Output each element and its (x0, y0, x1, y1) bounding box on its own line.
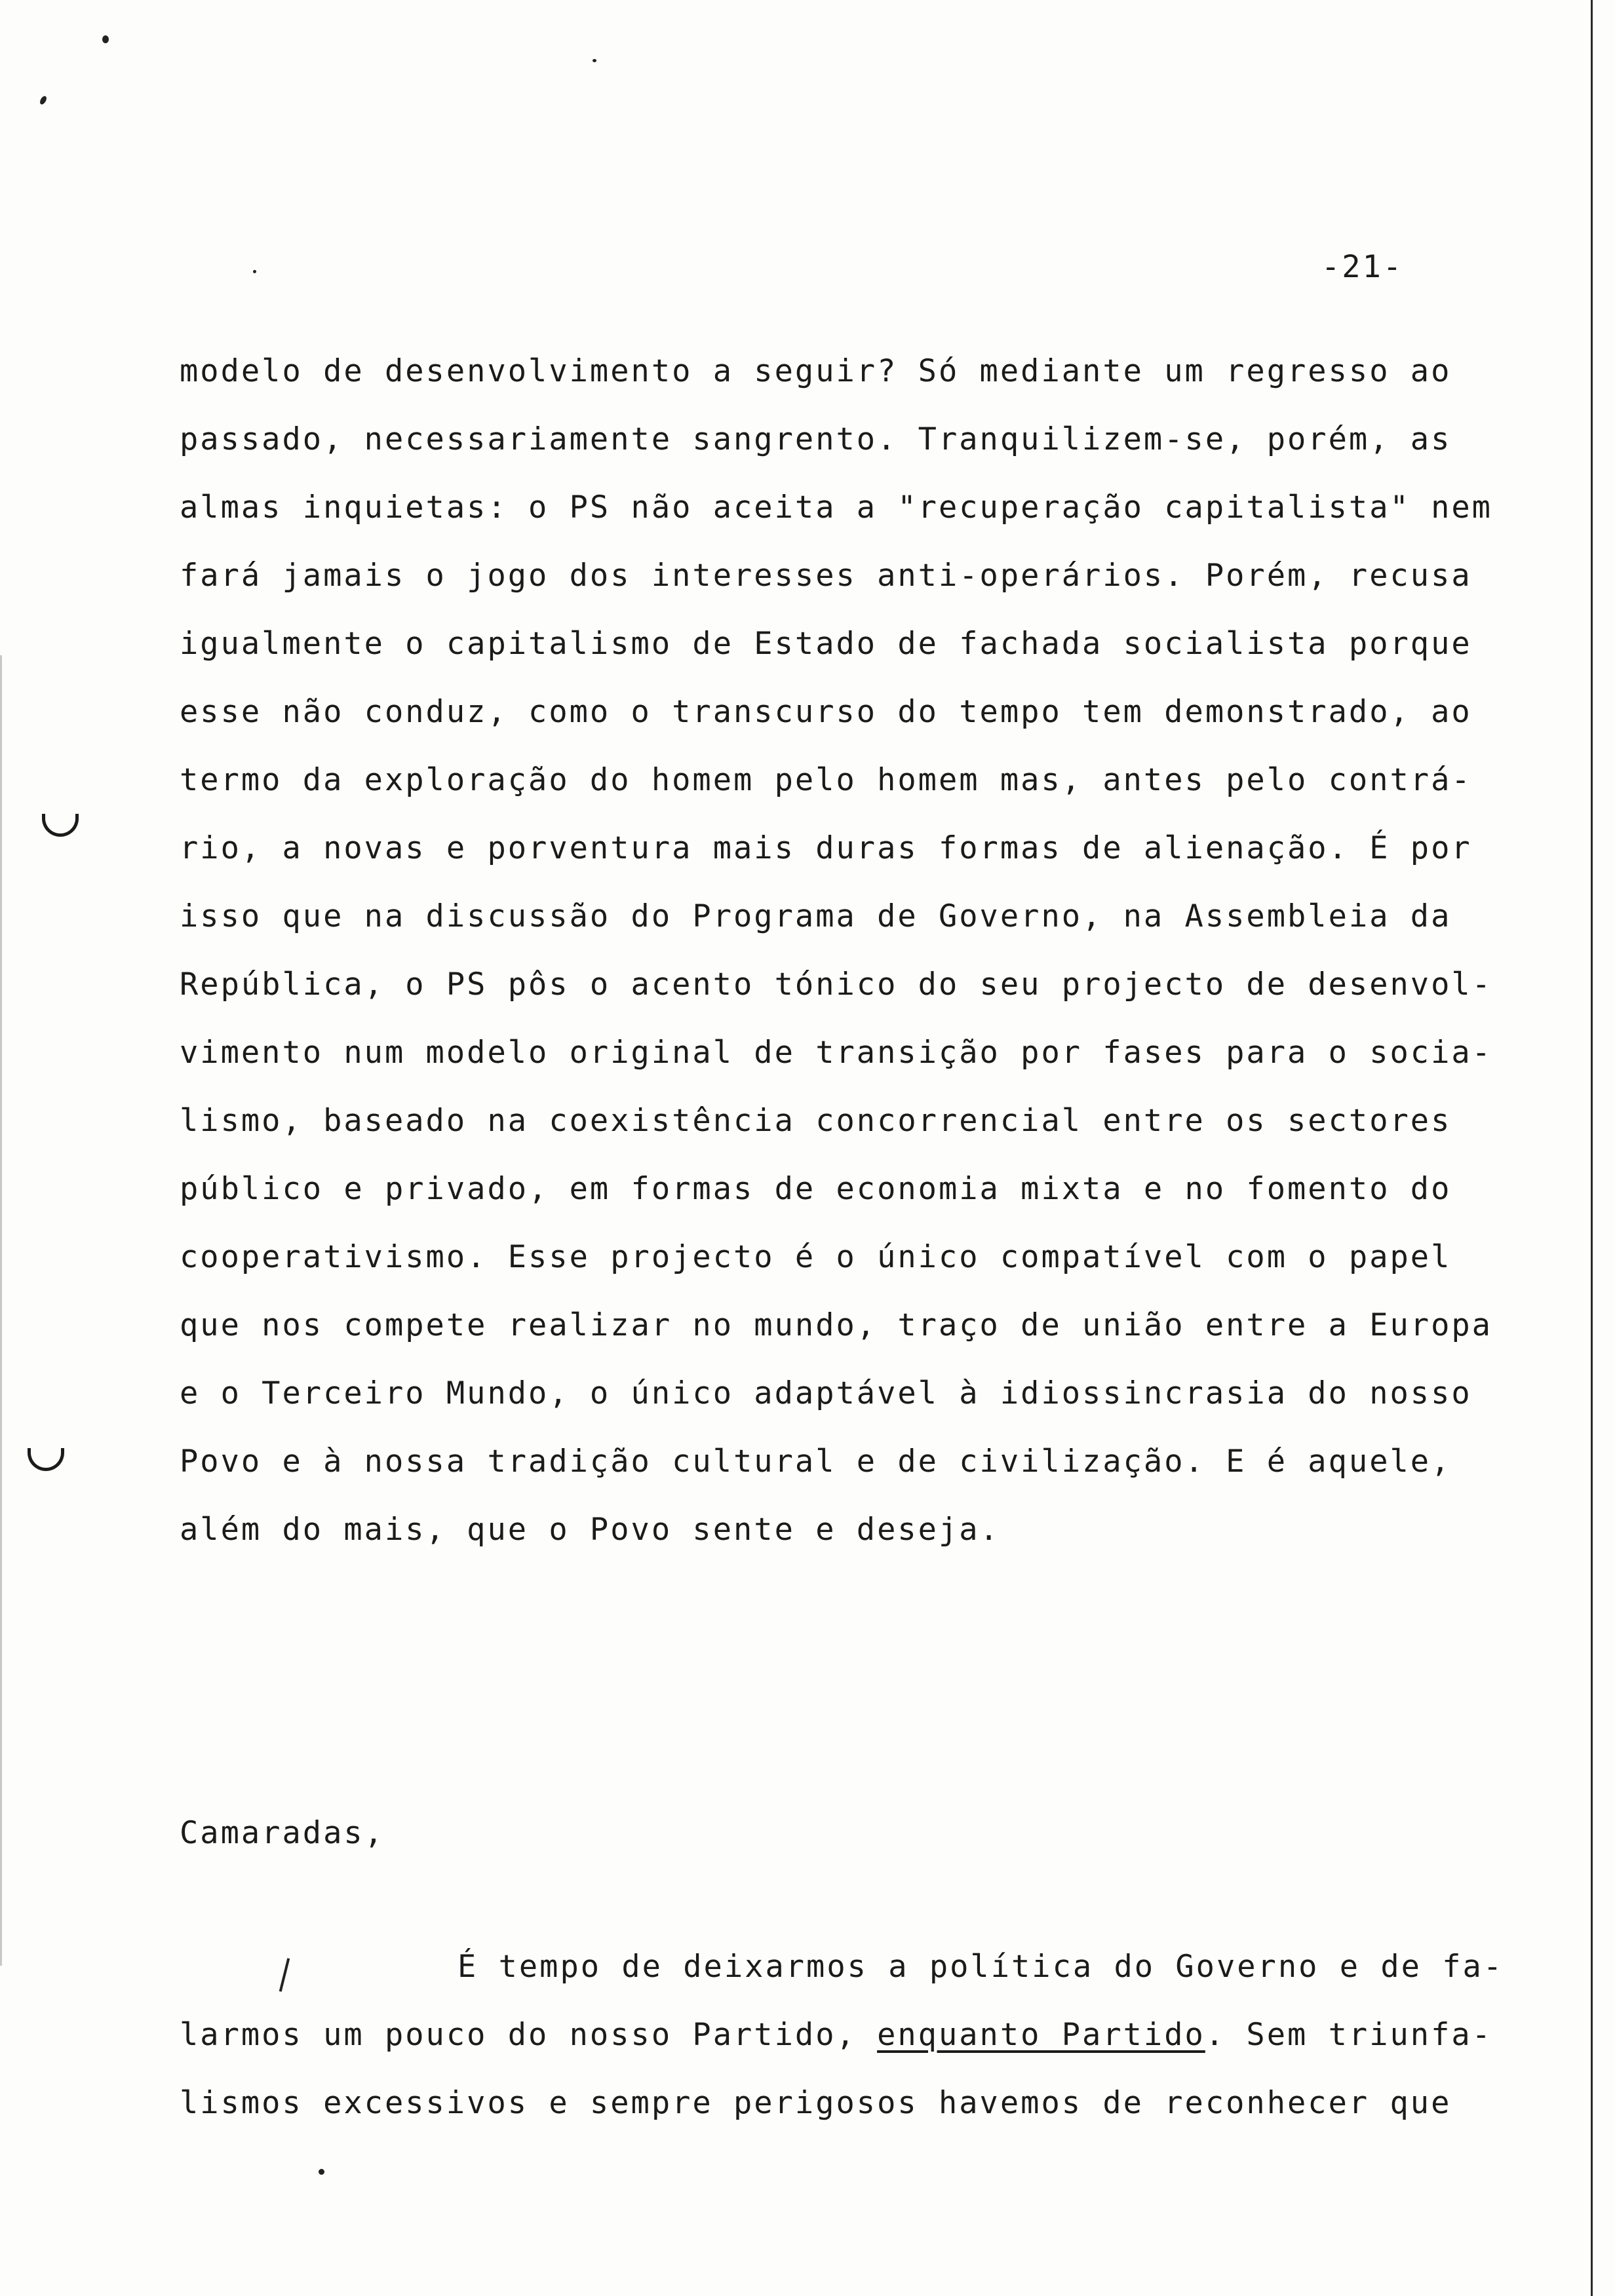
underlined-phrase: enquanto Partido (877, 2017, 1205, 2053)
speck-mark (319, 2169, 324, 2175)
speck-mark (39, 95, 48, 105)
text-line: lismo, baseado na coexistência concorrencial entre os sectores (180, 1103, 1452, 1139)
text-line: vimento num modelo original de transição por fases para o socia- (180, 1035, 1492, 1071)
page-number: -21- (1321, 249, 1404, 285)
text-line (180, 2001, 1490, 2069)
text-line: rio, a novas e porventura mais duras formas de alienação. É por (180, 830, 1472, 866)
body-paragraph (180, 337, 1490, 1564)
speck-mark (102, 35, 109, 43)
text-line: além do mais, que o Povo sente e deseja. (180, 1512, 1000, 1548)
text-line: Povo e à nossa tradição cultural e de civilização. E é aquele, (180, 1444, 1452, 1480)
text-line: esse não conduz, como o transcurso do tempo tem demonstrado, ao (180, 694, 1472, 730)
text-line: almas inquietas: o PS não aceita a "recuperação capitalista" nem (180, 489, 1492, 526)
body-paragraph-2 (180, 1933, 1504, 2137)
page-right-edge-shadow (1591, 0, 1593, 2296)
punch-hole-mark-top (42, 814, 79, 837)
text-line: que nos compete realizar no mundo, traço de união entre a Europa (180, 1307, 1492, 1343)
text-segment: . Sem triunfa- (1205, 2017, 1492, 2053)
text-segment: larmos um pouco do nosso Partido, (180, 2017, 878, 2053)
text-line: público e privado, em formas de economia mixta e no fomento do (180, 1171, 1452, 1207)
text-line: modelo de desenvolvimento a seguir? Só mediante um regresso ao (180, 353, 1452, 389)
text-line: lismos excessivos e sempre perigosos havemos de reconhecer que (180, 2085, 1452, 2121)
text-line: República, o PS pôs o acento tónico do seu projecto de desenvol- (180, 966, 1492, 1003)
text-line: e o Terceiro Mundo, o único adaptável à idiossincrasia do nosso (180, 1375, 1472, 1411)
speck-mark (253, 270, 256, 273)
text-line: fará jamais o jogo dos interesses anti-operários. Porém, recusa (180, 558, 1472, 594)
text-line: termo da exploração do homem pelo homem mas, antes pelo contrá- (180, 762, 1472, 798)
text-line: isso que na discussão do Programa de Governo, na Assembleia da (180, 898, 1452, 934)
text-line: igualmente o capitalismo de Estado de fachada socialista porque (180, 626, 1472, 662)
punch-hole-mark-bottom (28, 1448, 64, 1471)
text-line: passado, necessariamente sangrento. Tranquilizem-se, porém, as (180, 421, 1452, 457)
page-left-edge-shadow (0, 655, 2, 1966)
speck-mark (593, 59, 596, 62)
text-line: cooperativismo. Esse projecto é o único compatível com o papel (180, 1239, 1452, 1275)
salutation: Camaradas, (180, 1815, 385, 1851)
text-line: É tempo de deixarmos a política do Governo e de fa- (457, 1949, 1504, 1985)
